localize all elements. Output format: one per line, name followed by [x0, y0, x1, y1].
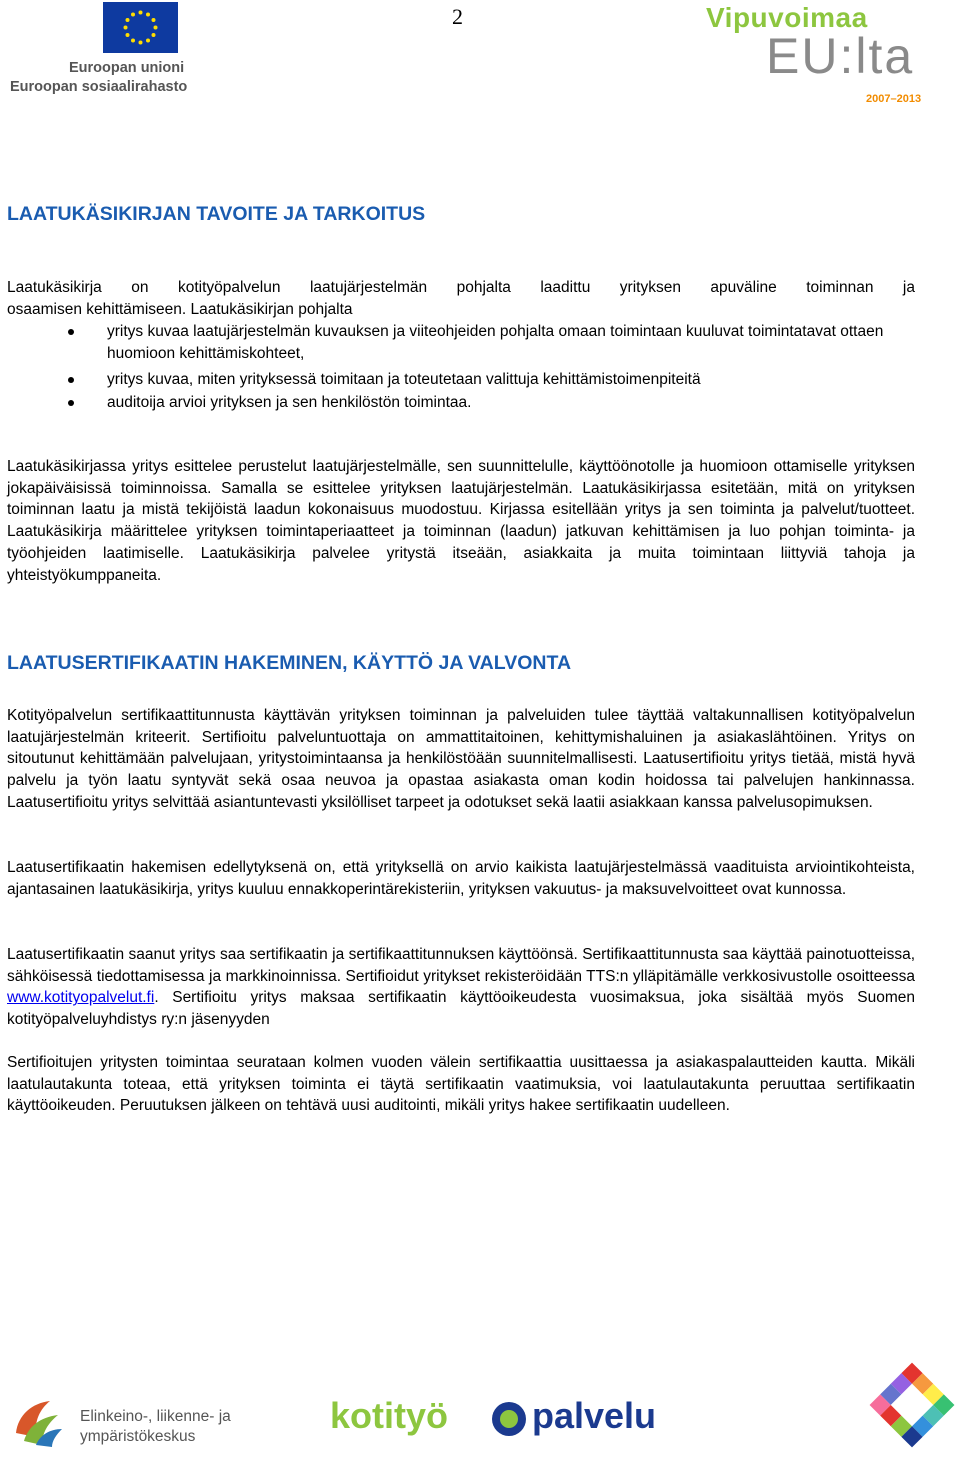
vipuvoimaa-logo-eulta: EU:lta — [766, 28, 915, 84]
bullet-icon — [68, 377, 74, 383]
section-heading-sertifikaatti: LAATUSERTIFIKAATIN HAKEMINEN, KÄYTTÖ JA VALVONTA — [7, 652, 572, 674]
eu-star-icon — [126, 18, 130, 22]
paragraph: Kotityöpalvelun sertifikaattitunnusta käyttävän yrityksen toiminnan ja palveluiden tulee täyttää valtakunnallisen kotityöpalvelun laatujärjestelmän kriteerit. Sertifioitu palveluntuottaja on ammattitaitoinen, kehittymishaluinen ja asiakaslähtöinen. Yritys on sitoutunut kehittämään palvelujaan, yritystoimintaansa ja henkilöstöään suunnitelmallisesti. Laatusertifioitu yritys tietää, mistä hyvä palvelu ja työn laatu syntyvät sekä osaa neuvoa ja opastaa asiakasta oman kodin hoidossa tai palvelujen hankinnassa. Laatusertifioitu yritys selvittää asiantuntevasti yksilölliset tarpeet ja odotukset sekä laatii asiakkaan kanssa palvelusopimuksen. — [7, 707, 915, 811]
intro-paragraph — [7, 277, 915, 320]
vipuvoimaa-logo-title: Vipuvoimaa — [706, 2, 868, 33]
eu-logo-line1: Euroopan unioni — [69, 60, 185, 76]
kotityo-logo-text: kotityö — [330, 1395, 449, 1436]
eu-star-icon — [131, 38, 135, 42]
intro-line-1: Laatukäsikirja on kotityöpalvelun laatujärjestelmän pohjalta laadittu yrityksen apuväline toiminnan ja — [7, 279, 915, 296]
eu-star-icon — [139, 41, 143, 45]
eu-star-icon — [124, 26, 128, 30]
ely-logo-icon — [10, 1393, 66, 1449]
eu-star-icon — [151, 18, 155, 22]
kotityopalvelu-emblem-icon — [490, 1400, 528, 1438]
eu-logo-line2: Euroopan sosiaalirahasto — [10, 79, 188, 95]
eu-star-icon — [131, 13, 135, 17]
paragraph: Laatusertifikaatin saanut yritys saa sertifikaatin ja sertifikaattitunnuksen käyttöönsä. Sertifikaattitunnusta saa käyttää painotuotteissa, sähköisessä tiedottamisessa ja markkinoinnissa. Sertifioidut yritykset rekisteröidään TTS:n ylläpitämälle verkkosivustolle osoitteessa www.kotityopalvelut.fi. Sertifioitu yritys maksaa sertifikaatin käyttöoikeudesta vuosimaksua, joka sisältää myös Suomen kotityöpalveluyhdistys ry:n jäsenyyden — [7, 946, 915, 1029]
eu-star-icon — [126, 33, 130, 37]
paragraph: Laatusertifikaatin hakemisen edellytyksenä on, että yrityksellä on arvio kaikista laatujärjestelmässä vaadituista arviointikohteista, ajantasainen laatukäsikirja, yritys kuuluu ennakkoperintärekisteriin, yrityksen vakuutus- ja maksuvelvoitteet ovat kunnossa. — [7, 859, 915, 898]
colorful-diamond-logo-icon — [862, 1355, 960, 1455]
ely-text-line1: Elinkeino-, liikenne- ja — [80, 1408, 231, 1425]
page-number: 2 — [452, 4, 463, 29]
eu-star-icon — [146, 38, 150, 42]
paragraph: Laatukäsikirjassa yritys esittelee perustelut laatujärjestelmälle, sen suunnittelulle, käyttöönotolle ja huomioon ottamiselle yrityksen jokapäiväisissä toiminnoissa. Samalla se esittelee yrityksen laatujärjestelmän. Laatukäsikirjassa esitetään, mitä on yrityksen toiminnan laatu ja mistä tekijöistä laadun kokonaisuus muodostuu. Kirjassa esitellään yritys ja sen toiminta ja palvelut/tuotteet. Laatukäsikirja määrittelee yrityksen toimintaperiaatteet ja toiminnan (laadun) jatkuvan kehittämisen ja luo pohjan toiminta- ja työohjeiden laatimiselle. Laatukäsikirja palvelee yritystä itseään, asiakkaita ja muita toimintaan liittyviä tahoja ja yhteistyökumppaneita. — [7, 458, 915, 584]
vipuvoimaa-logo-years: 2007–2013 — [866, 93, 922, 105]
eu-star-icon — [154, 26, 158, 30]
intro-line-2: osaamisen kehittämiseen. Laatukäsikirjan pohjalta — [7, 300, 353, 318]
eu-star-icon — [139, 11, 143, 15]
palvelu-logo-text: palvelu — [532, 1395, 657, 1436]
kotityopalvelut-link[interactable]: www.kotityopalvelut.fi — [7, 989, 155, 1007]
bullet-icon — [68, 400, 74, 406]
bullet-icon — [68, 329, 74, 335]
section-heading-tavoite: LAATUKÄSIKIRJAN TAVOITE JA TARKOITUS — [7, 203, 426, 225]
eu-flag-icon — [103, 2, 178, 53]
eu-star-icon — [146, 13, 150, 17]
ely-text-line2: ympäristökeskus — [80, 1428, 196, 1445]
eu-star-icon — [151, 33, 155, 37]
paragraph: Sertifioitujen yritysten toimintaa seurataan kolmen vuoden välein sertifikaattia uusittaessa ja asiakaspalautteiden kautta. Mikäli laatulautakunta toteaa, että yrityksen toiminta ei täytä sertifikaatin vaatimuksia, voi laatulautakunta peruuttaa sertifikaatin käyttöoikeuden. Peruutuksen jälkeen on tehtävä uusi auditointi, mikäli yritys hakee sertifikaatin uudelleen. — [7, 1054, 915, 1115]
